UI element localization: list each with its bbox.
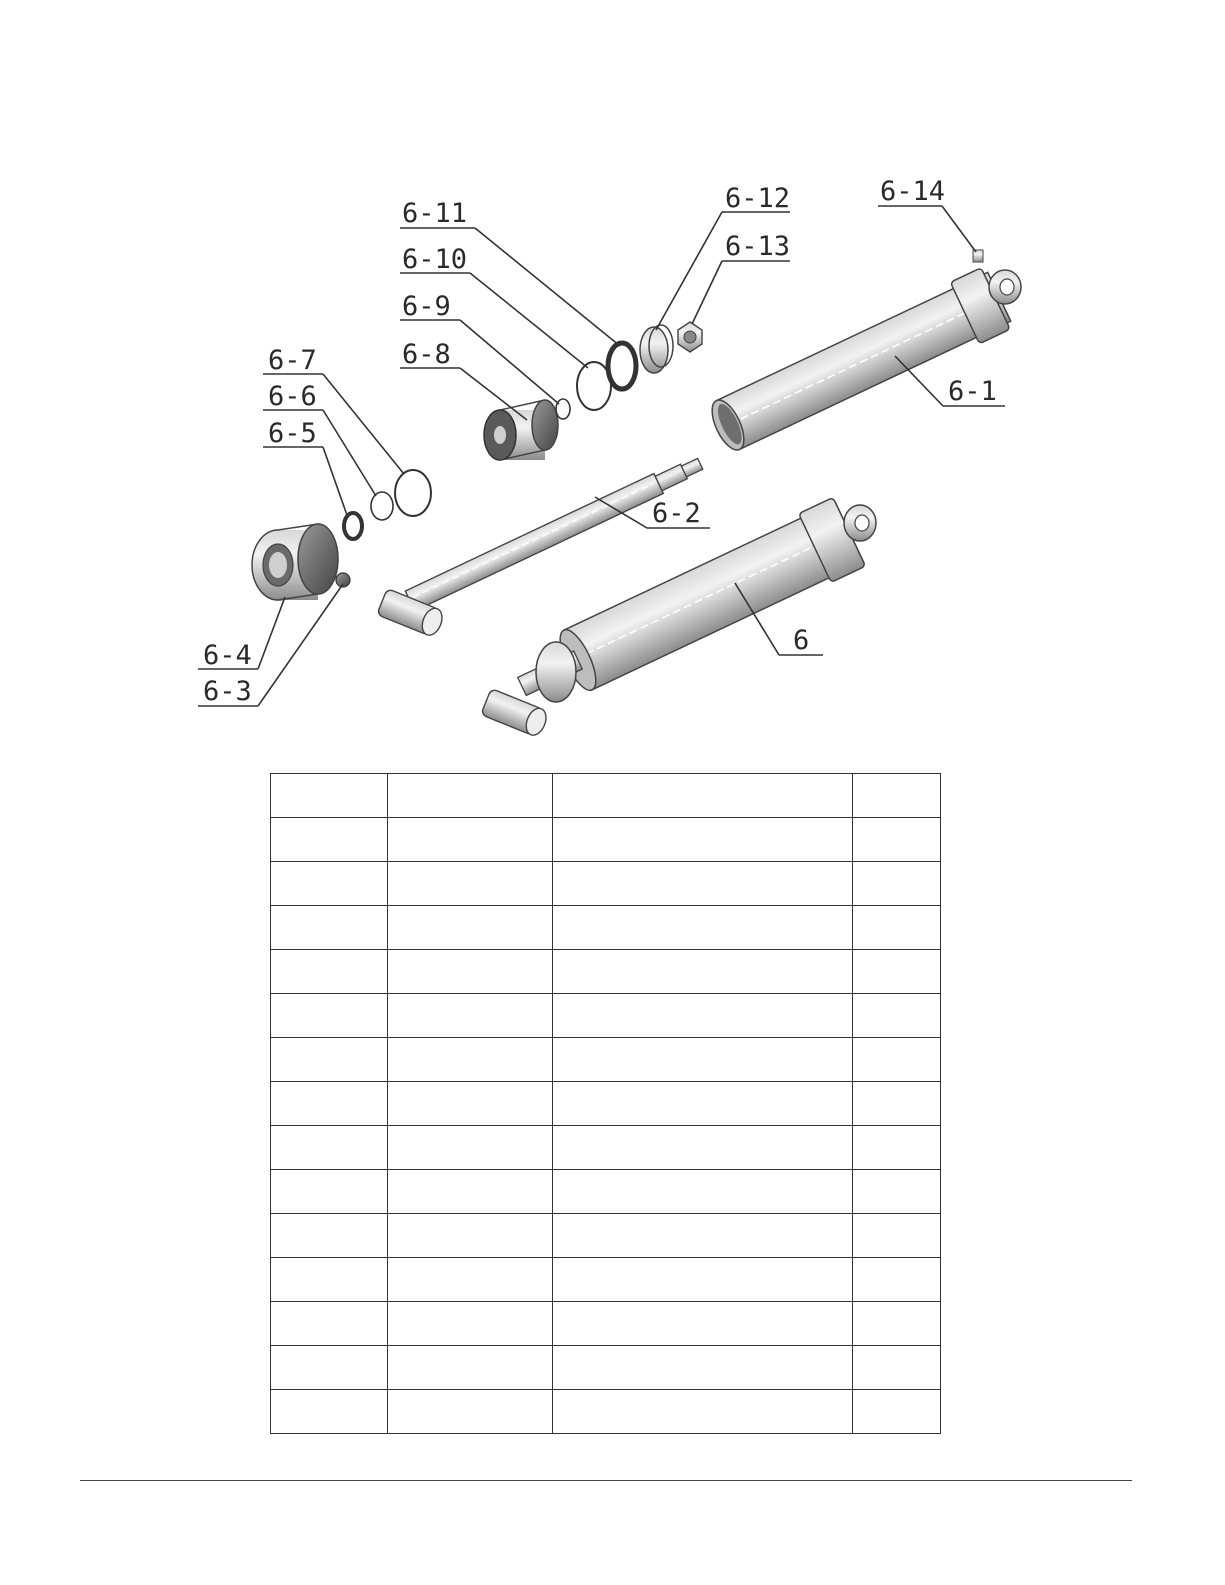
table-cell	[388, 1390, 553, 1434]
table-row	[271, 1258, 941, 1302]
table-row	[271, 1082, 941, 1126]
table-cell	[388, 906, 553, 950]
table-cell	[271, 1038, 388, 1082]
callout-6-3: 6-3	[203, 676, 252, 707]
table-cell	[853, 1082, 941, 1126]
table-cell	[271, 994, 388, 1038]
table-row	[271, 1214, 941, 1258]
table-cell	[388, 1082, 553, 1126]
table-cell	[388, 1346, 553, 1390]
wear-ring-part	[640, 325, 673, 373]
table-cell	[271, 1214, 388, 1258]
lock-nut-part	[678, 322, 702, 352]
cylinder-barrel-part	[703, 266, 1021, 461]
table-cell	[271, 950, 388, 994]
table-cell	[388, 1214, 553, 1258]
table-cell	[553, 1302, 853, 1346]
table-row	[271, 862, 941, 906]
callout-6-4: 6-4	[203, 640, 252, 671]
table-cell	[271, 1346, 388, 1390]
table-cell	[853, 774, 941, 818]
o-ring-small-part	[371, 492, 393, 520]
table-cell	[853, 862, 941, 906]
callout-6: 6	[793, 625, 810, 656]
table-cell	[853, 906, 941, 950]
callout-6-10: 6-10	[402, 244, 468, 275]
grease-zerk-part	[973, 250, 983, 262]
o-ring-large-part	[395, 470, 431, 516]
cylinder-head-part	[252, 524, 338, 600]
table-row	[271, 906, 941, 950]
piston-part	[484, 400, 558, 460]
table-cell	[853, 818, 941, 862]
table-cell	[388, 994, 553, 1038]
callout-6-12: 6-12	[725, 183, 791, 214]
table-cell	[271, 1170, 388, 1214]
table-row	[271, 1170, 941, 1214]
callout-6-9: 6-9	[402, 291, 451, 322]
table-cell	[553, 1082, 853, 1126]
table-cell	[553, 1038, 853, 1082]
table-cell	[553, 994, 853, 1038]
table-row	[271, 774, 941, 818]
table-cell	[553, 1170, 853, 1214]
exploded-view-diagram	[0, 0, 1225, 760]
table-cell	[388, 1038, 553, 1082]
table-cell	[388, 1302, 553, 1346]
table-cell	[853, 1258, 941, 1302]
table-row	[271, 950, 941, 994]
table-cell	[553, 1258, 853, 1302]
table-row	[271, 1346, 941, 1390]
table-cell	[553, 906, 853, 950]
callout-6-11: 6-11	[402, 198, 468, 229]
table-cell	[553, 774, 853, 818]
piston-seal-part	[608, 343, 636, 389]
table-cell	[553, 1390, 853, 1434]
table-cell	[853, 1170, 941, 1214]
callout-6-5: 6-5	[268, 418, 317, 449]
table-cell	[853, 1038, 941, 1082]
table-row	[271, 1302, 941, 1346]
table-cell	[853, 950, 941, 994]
table-cell	[388, 1126, 553, 1170]
table-row	[271, 818, 941, 862]
table-cell	[553, 862, 853, 906]
table-cell	[388, 1258, 553, 1302]
table-cell	[553, 1346, 853, 1390]
table-row	[271, 1038, 941, 1082]
footer-divider	[80, 1480, 1132, 1481]
callout-6-13: 6-13	[725, 231, 791, 262]
table-cell	[388, 950, 553, 994]
table-cell	[853, 1126, 941, 1170]
table-cell	[388, 1170, 553, 1214]
callout-6-1: 6-1	[948, 376, 997, 407]
callout-6-6: 6-6	[268, 381, 317, 412]
table-cell	[553, 950, 853, 994]
callout-6-2: 6-2	[652, 498, 701, 529]
table-row	[271, 1126, 941, 1170]
table-cell	[271, 1082, 388, 1126]
table-row	[271, 994, 941, 1038]
table-cell	[853, 1390, 941, 1434]
callout-6-14: 6-14	[880, 176, 946, 207]
table-cell	[553, 1126, 853, 1170]
table-cell	[271, 1390, 388, 1434]
table-row	[271, 1390, 941, 1434]
table-cell	[271, 906, 388, 950]
table-cell	[553, 818, 853, 862]
table-cell	[271, 774, 388, 818]
callout-6-7: 6-7	[268, 345, 317, 376]
table-cell	[388, 774, 553, 818]
table-cell	[388, 818, 553, 862]
table-cell	[388, 862, 553, 906]
table-cell	[853, 1214, 941, 1258]
table-cell	[553, 1214, 853, 1258]
callout-6-8: 6-8	[402, 339, 451, 370]
table-cell	[271, 1126, 388, 1170]
seal-ring-part	[344, 513, 362, 539]
table-cell	[853, 994, 941, 1038]
snap-ring-part	[556, 399, 570, 419]
parts-table-body	[271, 774, 941, 1434]
table-cell	[853, 1302, 941, 1346]
table-cell	[271, 1302, 388, 1346]
table-cell	[271, 1258, 388, 1302]
table-cell	[271, 862, 388, 906]
table-cell	[853, 1346, 941, 1390]
parts-table	[270, 773, 941, 1434]
table-cell	[271, 818, 388, 862]
